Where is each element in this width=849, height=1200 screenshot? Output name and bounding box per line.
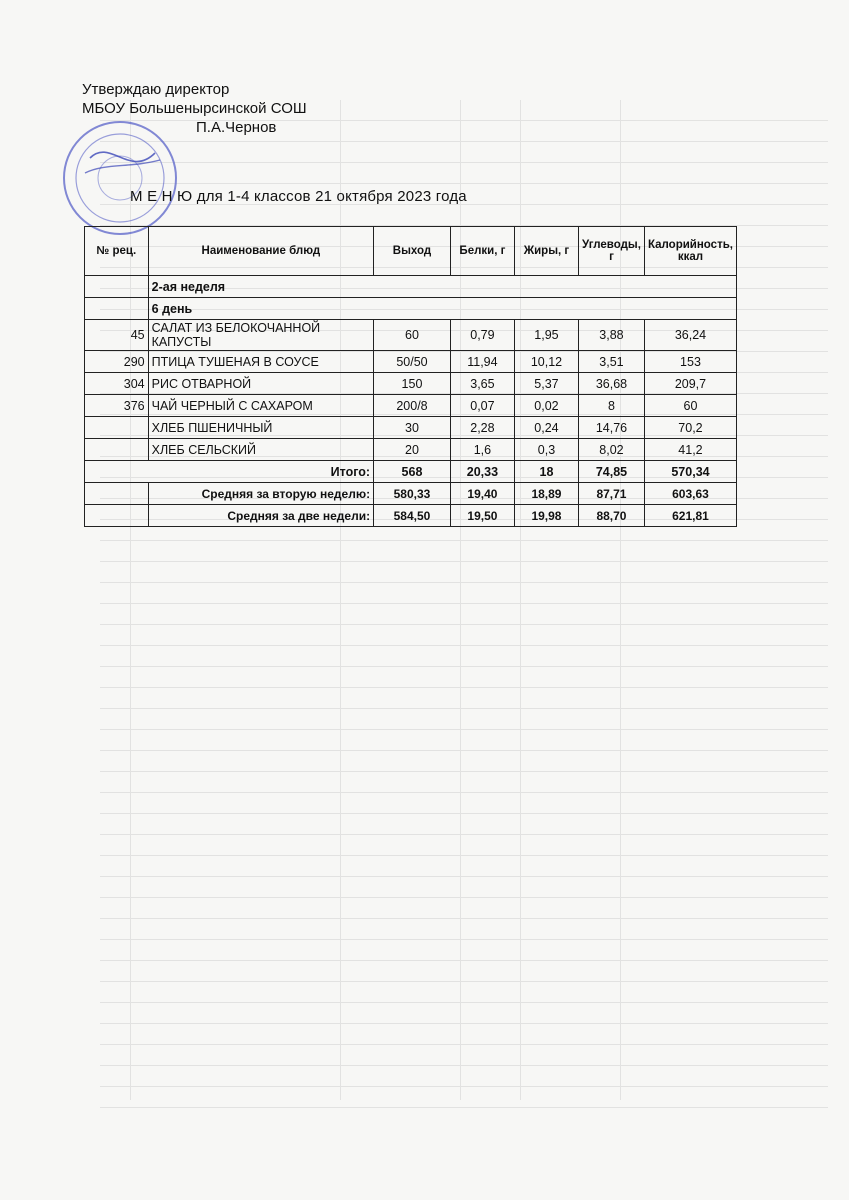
bleed-through-line — [100, 835, 828, 856]
col-header: Выход — [374, 227, 451, 276]
bleed-through-line — [100, 604, 828, 625]
dish-fat: 10,12 — [514, 351, 578, 373]
dish-protein: 0,07 — [450, 395, 514, 417]
dish-yield: 200/8 — [374, 395, 451, 417]
dish-protein: 11,94 — [450, 351, 514, 373]
total-yield: 568 — [374, 461, 451, 483]
dish-fat: 0,02 — [514, 395, 578, 417]
total-row — [85, 461, 737, 483]
rec-number: 290 — [85, 351, 149, 373]
bleed-through-line — [100, 961, 828, 982]
bleed-through-line — [100, 982, 828, 1003]
bleed-through-line — [100, 856, 828, 877]
dish-fat: 1,95 — [514, 320, 578, 351]
rec-number — [85, 439, 149, 461]
approve-line-1: Утверждаю директор — [82, 81, 230, 98]
avg-week2-kcal: 603,63 — [644, 483, 736, 505]
dish-fat: 5,37 — [514, 373, 578, 395]
dish-protein: 0,79 — [450, 320, 514, 351]
bleed-through-line — [100, 163, 828, 184]
total-kcal: 570,34 — [644, 461, 736, 483]
dish-protein: 2,28 — [450, 417, 514, 439]
menu-title: М Е Н Ю для 1-4 классов 21 октября 2023 года — [130, 188, 467, 205]
bleed-through-line — [100, 562, 828, 583]
total-protein: 20,33 — [450, 461, 514, 483]
dish-carbs: 3,51 — [578, 351, 644, 373]
col-header: Белки, г — [450, 227, 514, 276]
avg-week2-row — [85, 483, 737, 505]
col-header: Калорийность, ккал — [644, 227, 736, 276]
bleed-through-line — [100, 772, 828, 793]
dish-protein: 1,6 — [450, 439, 514, 461]
avg-two-weeks-yield: 584,50 — [374, 505, 451, 527]
dish-kcal: 153 — [644, 351, 736, 373]
dish-name: ХЛЕБ СЕЛЬСКИЙ — [148, 439, 373, 461]
table-row — [85, 373, 737, 395]
bleed-through-line — [100, 730, 828, 751]
bleed-through-line — [100, 877, 828, 898]
bleed-through-line — [100, 142, 828, 163]
dish-yield: 50/50 — [374, 351, 451, 373]
dish-name: ПТИЦА ТУШЕНАЯ В СОУСЕ — [148, 351, 373, 373]
dish-kcal: 60 — [644, 395, 736, 417]
bleed-through-line — [100, 898, 828, 919]
avg-two-weeks-carbs: 88,70 — [578, 505, 644, 527]
avg-week2-carbs: 87,71 — [578, 483, 644, 505]
week-label: 2-ая неделя — [148, 276, 736, 298]
bleed-through-line — [100, 751, 828, 772]
dish-carbs: 14,76 — [578, 417, 644, 439]
dish-kcal: 70,2 — [644, 417, 736, 439]
total-fat: 18 — [514, 461, 578, 483]
dish-kcal: 209,7 — [644, 373, 736, 395]
dish-kcal: 36,24 — [644, 320, 736, 351]
avg-week2-yield: 580,33 — [374, 483, 451, 505]
dish-protein: 3,65 — [450, 373, 514, 395]
dish-fat: 0,24 — [514, 417, 578, 439]
avg-two-weeks-protein: 19,50 — [450, 505, 514, 527]
bleed-through-line — [100, 541, 828, 562]
dish-yield: 20 — [374, 439, 451, 461]
avg-two-weeks-fat: 19,98 — [514, 505, 578, 527]
total-label: Итого: — [85, 461, 374, 483]
dish-name: САЛАТ ИЗ БЕЛОКОЧАННОЙ КАПУСТЫ — [148, 320, 373, 351]
bleed-through-line — [100, 583, 828, 604]
rec-number — [85, 417, 149, 439]
avg-two-weeks-label: Средняя за две недели: — [148, 505, 373, 527]
day-row — [85, 298, 737, 320]
dish-carbs: 3,88 — [578, 320, 644, 351]
stamp-seal — [60, 118, 180, 238]
bleed-through-line — [100, 667, 828, 688]
col-header: Жиры, г — [514, 227, 578, 276]
bleed-through-line — [100, 1066, 828, 1087]
avg-week2-label: Средняя за вторую неделю: — [148, 483, 373, 505]
total-carbs: 74,85 — [578, 461, 644, 483]
week-row — [85, 276, 737, 298]
bleed-through-line — [100, 1087, 828, 1108]
dish-kcal: 41,2 — [644, 439, 736, 461]
dish-carbs: 8 — [578, 395, 644, 417]
dish-name: РИС ОТВАРНОЙ — [148, 373, 373, 395]
bleed-through-line — [100, 1045, 828, 1066]
avg-week2-fat: 18,89 — [514, 483, 578, 505]
bleed-through-line — [100, 646, 828, 667]
col-header: Углеводы, г — [578, 227, 644, 276]
table-header-row — [85, 227, 737, 276]
bleed-through-line — [100, 940, 828, 961]
table-row — [85, 417, 737, 439]
rec-number: 45 — [85, 320, 149, 351]
bleed-through-line — [100, 793, 828, 814]
col-header: Наименование блюд — [148, 227, 373, 276]
dish-yield: 60 — [374, 320, 451, 351]
dish-fat: 0,3 — [514, 439, 578, 461]
menu-table — [84, 226, 737, 527]
day-label: 6 день — [148, 298, 736, 320]
rec-number: 376 — [85, 395, 149, 417]
bleed-through-line — [100, 205, 828, 226]
bleed-through-line — [100, 625, 828, 646]
rec-number: 304 — [85, 373, 149, 395]
bleed-through-line — [100, 919, 828, 940]
dish-carbs: 8,02 — [578, 439, 644, 461]
table-row — [85, 351, 737, 373]
bleed-through-line — [100, 688, 828, 709]
table-row — [85, 395, 737, 417]
avg-two-weeks-kcal: 621,81 — [644, 505, 736, 527]
bleed-through-line — [100, 709, 828, 730]
col-header: № рец. — [85, 227, 149, 276]
approve-signer: П.А.Чернов — [196, 119, 277, 136]
table-row — [85, 320, 737, 351]
dish-name: ЧАЙ ЧЕРНЫЙ С САХАРОМ — [148, 395, 373, 417]
bleed-through-line — [100, 1003, 828, 1024]
approve-line-2: МБОУ Большенырсинской СОШ — [82, 100, 307, 117]
dish-yield: 150 — [374, 373, 451, 395]
avg-two-weeks-row — [85, 505, 737, 527]
dish-yield: 30 — [374, 417, 451, 439]
bleed-through-line — [100, 814, 828, 835]
dish-name: ХЛЕБ ПШЕНИЧНЫЙ — [148, 417, 373, 439]
avg-week2-protein: 19,40 — [450, 483, 514, 505]
bleed-through-line — [100, 1024, 828, 1045]
dish-carbs: 36,68 — [578, 373, 644, 395]
table-row — [85, 439, 737, 461]
